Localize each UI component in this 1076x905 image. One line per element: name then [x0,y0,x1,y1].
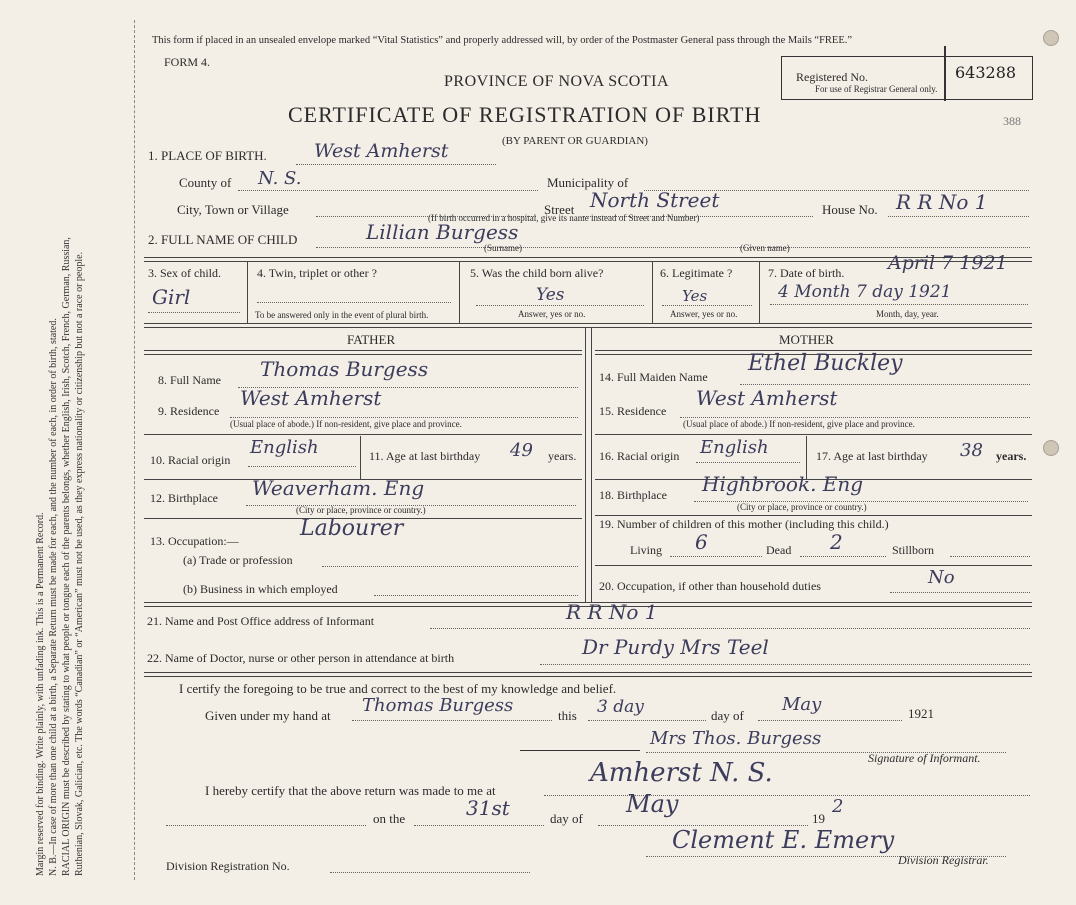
father-occupation-value: Labourer [300,516,404,541]
doctor-label: 22. Name of Doctor, nurse or other person in attendance at birth [147,651,455,665]
year-value: 1921 [908,706,934,721]
alive-value: Yes [536,285,565,305]
binding-hole [1043,30,1059,46]
doctor-value: Dr Purdy Mrs Teel [582,635,769,659]
registrar-certify-text: I hereby certify that the above return was made to me at [205,783,496,798]
mother-birthplace-value: Highbrook. Eng [702,472,864,496]
house-value: R R No 1 [896,190,988,214]
informant-address-line [430,628,1030,629]
father-name-label: 8. Full Name [158,373,221,387]
sex-value: Girl [152,285,191,309]
business-line [374,595,578,596]
father-occupation-label: 13. Occupation:— [150,534,239,548]
on-the-label: on the [373,811,406,826]
division-registrar-label: Division Registrar. [898,853,989,867]
division-registration-label: Division Registration No. [166,859,290,873]
registrar-day-value: 31st [466,796,510,820]
father-racial-line [248,466,356,467]
municipality-label: Municipality of [547,175,629,190]
date-of-birth-label: 7. Date of birth. [768,266,845,280]
day-line [588,720,706,721]
twin-line [257,302,451,303]
mother-birthplace-label: 18. Birthplace [599,488,667,502]
certificate-title: CERTIFICATE OF REGISTRATION OF BIRTH [288,102,762,127]
surname-note: (Surname) [484,243,522,253]
legitimate-label: 6. Legitimate ? [660,266,733,280]
father-age-value: 49 [510,440,533,461]
divider [652,261,653,323]
place-of-birth-label: 1. PLACE OF BIRTH. [148,148,267,163]
month-line [758,720,902,721]
rule [144,434,582,435]
house-label: House No. [822,202,878,217]
mother-birthplace-note: (City or place, province or country.) [737,502,867,512]
center-divider [591,327,592,602]
father-years: years. [548,449,577,463]
rule [595,565,1032,566]
divider [247,261,248,323]
children-label: 19. Number of children of this mother (including this child.) [599,517,889,531]
county-line [238,190,538,191]
day-of-label: day of [711,708,744,723]
date-of-birth-line [770,304,1028,305]
registrar-month-value: May [626,790,679,818]
month-value: May [782,694,822,715]
doctor-line [540,664,1030,665]
mother-residence-line [680,417,1030,418]
rule [144,323,1032,328]
rule [144,672,1032,677]
dead-label: Dead [766,543,792,557]
side-note-line: N. B.—In case of more than one child at a birth, a Separate Return must be made for each, and the number of each, in order of birth, stated. [48,318,59,876]
mother-occupation-line [890,592,1030,593]
divider [459,261,460,323]
street-label: Street [544,202,575,217]
signature-line-left [520,750,640,751]
registrar-use-note: For use of Registrar General only. [815,84,938,94]
this-label: this [558,708,577,723]
legitimate-value: Yes [682,287,708,305]
mother-residence-note: (Usual place of abode.) If non-resident, give place and province. [683,419,915,429]
living-value: 6 [695,530,708,554]
registrar-year-prefix: 19 [812,811,825,826]
date-of-birth-value: April 7 1921 [888,252,1008,274]
father-residence-note: (Usual place of abode.) If non-resident, give place and province. [230,419,462,429]
side-note-line: Ruthenian, Slovak, Galician, etc. The words “Canadian” or “American” must not be used, as they express nationality or citizenship but not a race or people. [74,251,85,876]
dead-line [800,556,886,557]
sex-label: 3. Sex of child. [148,266,221,280]
dead-value: 2 [830,530,843,554]
mother-residence-value: West Amherst [696,386,838,410]
street-value: North Street [590,188,720,212]
place-of-birth-line [296,164,496,165]
father-residence-value: West Amherst [240,386,382,410]
registrar-place-line [544,795,1030,796]
given-place-value: Thomas Burgess [362,695,514,716]
father-birthplace-value: Weaverham. Eng [252,476,425,500]
legitimate-note: Answer, yes or no. [670,309,738,319]
given-place-line [352,720,552,721]
side-instructions [34,56,86,876]
father-racial-value: English [250,437,319,458]
date-of-birth-note: Month, day, year. [876,309,939,319]
side-note-line: Margin reserved for binding. Write plainly, with unfading ink. This is a Permanent Record. [35,512,46,876]
province-heading: PROVINCE OF NOVA SCOTIA [444,73,670,90]
house-line [888,216,1029,217]
mother-occupation-value: No [928,567,955,588]
place-of-birth-value: West Amherst [314,140,449,162]
legitimate-line [662,305,752,306]
hospital-note: (If birth occurred in a hospital, give its name instead of Street and Number) [428,213,700,223]
father-residence-line [230,417,578,418]
twin-label: 4. Twin, triplet or other ? [257,266,377,280]
given-name-note: (Given name) [740,243,790,253]
mother-age-value: 38 [960,440,983,461]
side-note-line: RACIAL ORIGIN must be described by stating to what people or tongue each of the parents belongs, whether English, Irish, Scotch, French, German, Russian, [61,237,72,876]
mother-name-line [740,384,1030,385]
divider [360,436,361,479]
trade-label: (a) Trade or profession [183,553,293,567]
informant-address-label: 21. Name and Post Office address of Informant [147,614,375,628]
sex-line [148,312,240,313]
stillborn-line [950,556,1030,557]
certificate-subtitle: (BY PARENT OR GUARDIAN) [502,135,648,147]
corner-number: 388 [1003,114,1021,128]
living-label: Living [630,543,662,557]
father-birthplace-label: 12. Birthplace [150,491,218,505]
handwritten-stroke [944,46,946,101]
alive-line [476,305,644,306]
registrar-day-line [414,825,544,826]
county-label: County of [179,175,232,190]
mother-racial-label: 16. Racial origin [599,449,680,463]
on-the-lead-line [166,825,366,826]
certify-text: I certify the foregoing to be true and correct to the best of my knowledge and belief. [179,681,617,696]
alive-label: 5. Was the child born alive? [470,266,604,280]
top-notice: This form if placed in an unsealed envelope marked “Vital Statistics” and properly addressed will, by order of the Postmaster General pass through the Mails “FREE.” [152,35,853,46]
registrar-signature-value: Clement E. Emery [672,826,895,854]
date-of-birth-value-alt: 4 Month 7 day 1921 [778,282,952,302]
registrar-place-value: Amherst N. S. [590,758,773,788]
mother-residence-label: 15. Residence [599,404,667,418]
father-residence-label: 9. Residence [158,404,220,418]
center-divider [585,327,586,602]
binding-hole [1043,440,1059,456]
child-name-line [316,247,1030,248]
rule [595,434,1032,435]
day-value: 3 day [597,697,644,717]
county-value: N. S. [258,168,302,189]
child-name-label: 2. FULL NAME OF CHILD [148,232,298,247]
division-registration-line [330,872,530,873]
informant-signature-label: Signature of Informant. [868,751,981,765]
informant-address-value: R R No 1 [566,600,658,624]
form-number: FORM 4. [164,55,211,69]
father-header: FATHER [347,332,396,347]
mother-years: years. [996,449,1027,463]
father-age-label: 11. Age at last birthday [369,449,481,463]
given-label: Given under my hand at [205,708,331,723]
father-name-value: Thomas Burgess [260,357,429,381]
binding-margin-line [134,20,135,880]
informant-signature-value: Mrs Thos. Burgess [650,728,822,749]
mother-racial-value: English [700,437,769,458]
mother-occupation-label: 20. Occupation, if other than household duties [599,579,821,593]
mother-age-label: 17. Age at last birthday [816,449,928,463]
child-name-value: Lillian Burgess [366,220,519,244]
city-label: City, Town or Village [177,202,289,217]
registered-value: 643288 [955,63,1017,82]
divider [759,261,760,323]
alive-note: Answer, yes or no. [518,309,586,319]
living-line [670,556,762,557]
father-racial-label: 10. Racial origin [150,453,231,467]
trade-line [322,566,578,567]
stillborn-label: Stillborn [892,543,935,557]
rule [595,515,1032,516]
business-label: (b) Business in which employed [183,582,338,596]
mother-name-label: 14. Full Maiden Name [599,370,708,384]
registrar-year-suffix: 2 [832,796,844,817]
registrar-day-of-label: day of [550,811,583,826]
mother-racial-line [696,462,800,463]
rule [144,350,582,355]
mother-header: MOTHER [779,332,834,347]
mother-name-value: Ethel Buckley [748,351,903,376]
father-birthplace-note: (City or place, province or country.) [296,505,426,515]
twin-note: To be answered only in the event of plural birth. [255,310,429,320]
registered-label: Registered No. [796,70,868,84]
